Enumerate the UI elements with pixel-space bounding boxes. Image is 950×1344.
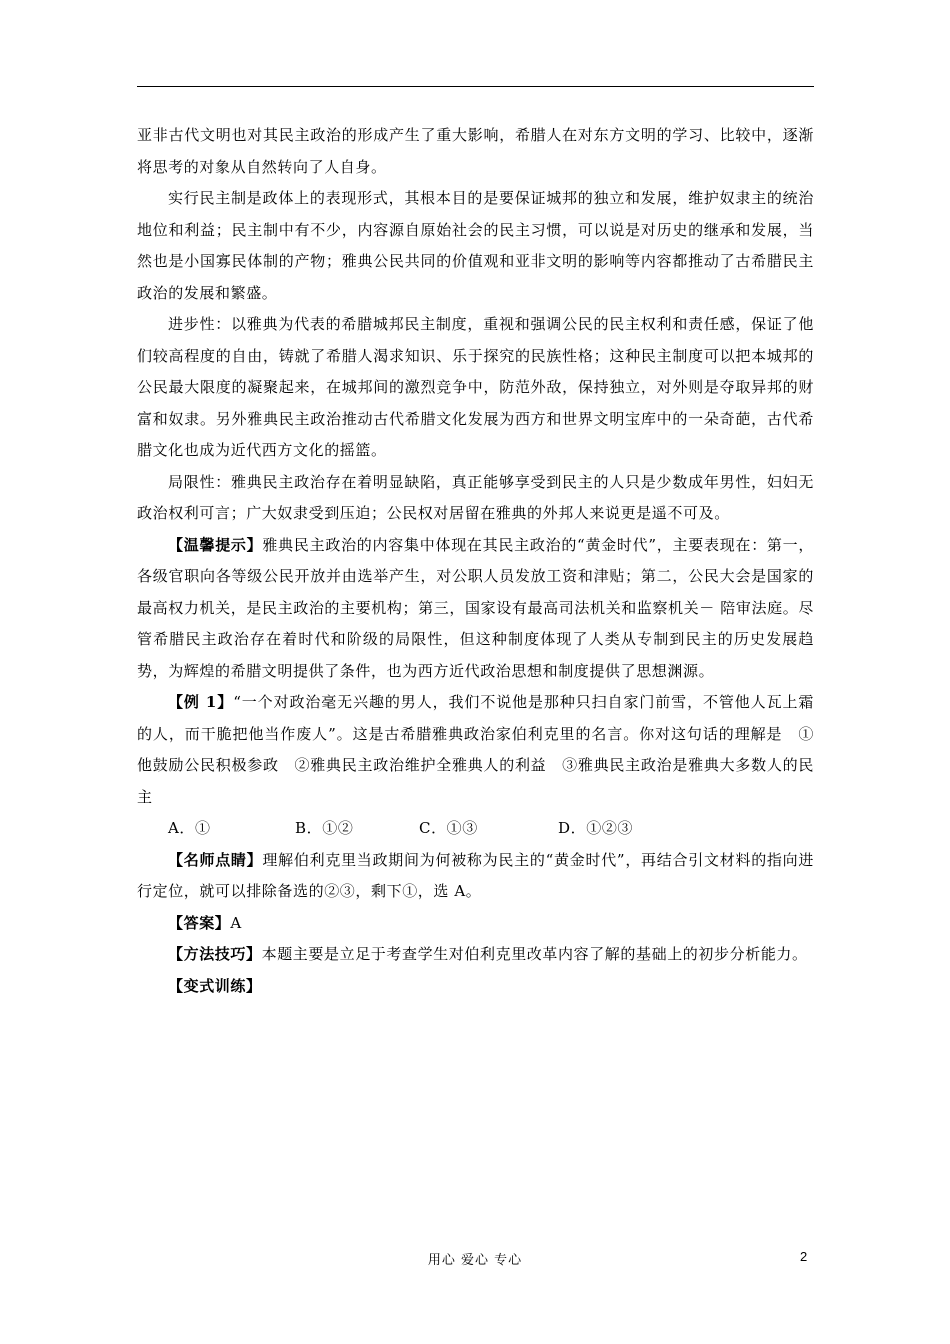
paragraph-democracy-purpose: 实行民主制是政体上的表现形式，其根本目的是要保证城邦的独立和发展，维护奴隶主的统治地位和利益；民主制中有不少，内容源自原始社会的民主习惯，可以说是对历史的继承和发展，当然也是小国寡民体制的产物；雅典公民共同的价值观和亚非文明的影响等内容都推动了古希腊民主政治的发展和繁盛。	[137, 189, 814, 302]
answer-options	[137, 813, 814, 845]
example-question	[137, 687, 814, 813]
paragraph-progressiveness: 进步性：以雅典为代表的希腊城邦民主制度，重视和强调公民的民主权利和责任感，保证了他们较高程度的自由，铸就了希腊人渴求知识、乐于探究的民族性格；这种民主制度可以把本城邦的公民最大限度的凝聚起来，在城邦间的激烈竞争中，防范外敌，保持独立，对外则是夺取异邦的财富和奴隶。另外雅典民主政治推动古代希腊文化发展为西方和世界文明宝库中的一朵奇葩，古代希腊文化也成为近代西方文化的摇篮。	[137, 315, 814, 459]
example-label: 【例 1】	[168, 693, 234, 711]
document-body	[137, 120, 814, 1002]
option-a: A．①	[168, 819, 211, 837]
method-label: 【方法技巧】	[168, 945, 262, 963]
tip-label: 【温馨提示】	[168, 535, 263, 554]
answer-value: A	[230, 913, 242, 932]
teacher-note-text: 理解伯利克里当政期间为何被称为民主的“黄金时代”，再结合引文材料的指向进行定位，就可以排除备选的②③，剩下①，选 A。	[137, 850, 814, 900]
paragraph-limitations: 局限性：雅典民主政治存在着明显缺陷，真正能够享受到民主的人只是少数成年男性，妇妇无政治权利可言；广大奴隶受到压迫；公民权对居留在雅典的外邦人来说更是遥不可及。	[137, 472, 814, 522]
answer-label: 【答案】	[168, 913, 231, 932]
page-number: 2	[800, 1249, 808, 1264]
tip-text: 雅典民主政治的内容集中体现在其民主政治的“黄金时代”，主要表现在：第一，各级官职向各等级公民开放并由选举产生，对公职人员发放工资和津贴；第二，公民大会是国家的最高权力机关，是民主政治的主要机构；第三，国家设有最高司法机关和监察机关－ 陪审法庭。尽管希腊民主政治存在着时代和阶级的局限性，但这种制度体现了人类从专制到民主的历史发展趋势，为辉煌的希腊文明提供了条件，也为西方近代政治思想和制度提供了思想渊源。	[137, 535, 814, 680]
option-c: C．①③	[419, 819, 478, 837]
method-text: 本题主要是立足于考查学生对伯利克里改革内容了解的基础上的初步分析能力。	[261, 945, 808, 963]
header-rule	[137, 86, 814, 87]
teacher-note-paragraph	[137, 845, 814, 908]
footer-motto: 用心 爱心 专心	[427, 1253, 523, 1268]
method-paragraph	[137, 939, 814, 971]
tip-paragraph	[137, 530, 814, 688]
example-question-text: “一个对政治毫无兴趣的男人，我们不说他是那种只扫自家门前雪，不管他人瓦上霜的人，而干脆把他当作废人”。这是古希腊雅典政治家伯利克里的名言。你对这句话的理解是 ①他鼓励公民积极参政 ②雅典民主政治维护全雅典人的利益 ③雅典民主政治是雅典大多数人的民主	[137, 693, 814, 806]
option-d: D．①②③	[558, 819, 634, 837]
teacher-note-label: 【名师点睛】	[168, 850, 263, 869]
paragraph-asia-africa-influence: 亚非古代文明也对其民主政治的形成产生了重大影响，希腊人在对东方文明的学习、比较中，逐渐将思考的对象从自然转向了人自身。	[137, 126, 814, 176]
practice-heading	[137, 971, 814, 1003]
practice-label: 【变式训练】	[168, 976, 262, 995]
answer-paragraph	[137, 908, 814, 940]
option-b: B．①②	[295, 819, 354, 837]
